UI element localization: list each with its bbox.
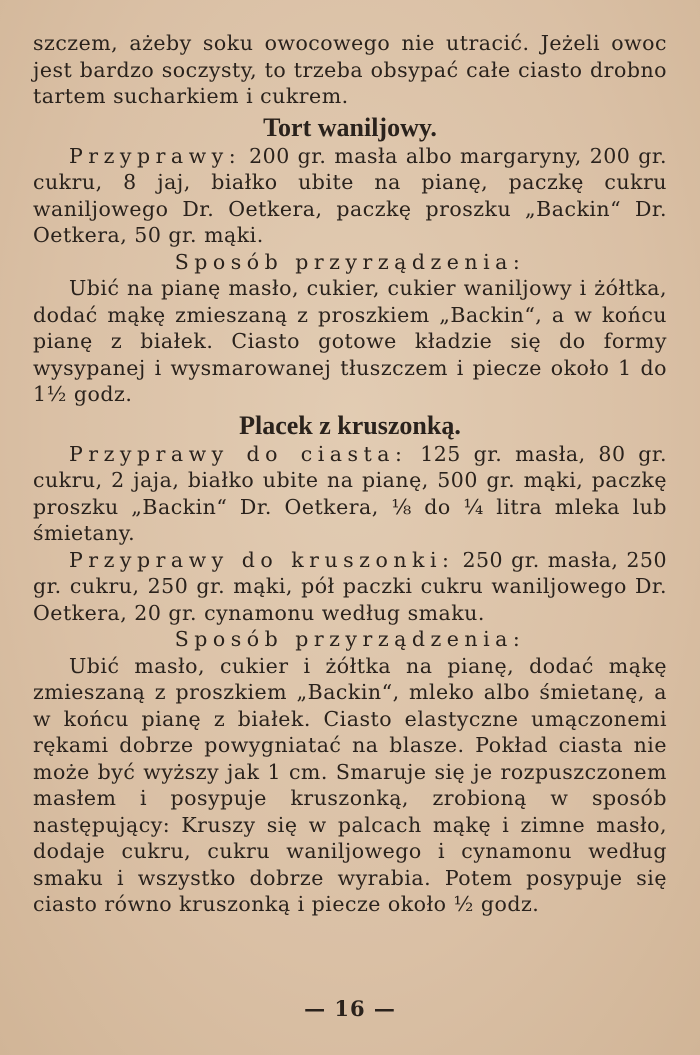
method-label-tort: Sposób przyrządzenia: — [174, 249, 526, 274]
method-placek: Ubić masło, cukier i żółtka na pianę, dodać mąkę zmieszaną z proszkiem „Backin“, mleko albo śmietanę, a w końcu pianę z białek. Ciasto elastyczne umączonemi rękami dobrze powygniatać na blasze. Pokład ciasta nie może być wyższy jak 1 cm. Smaruje się je rozpuszczonem masłem i posypuje kruszonką, zrobioną w sposób następujący: Kruszy się w palcach mąkę i zimne masło, dodaje cukru, cukru waniljowego i cynamonu według smaku i wszystko dobrze wyrabia. Potem posypuje się ciasto równo kruszonką i piecze około ½ godz. — [33, 653, 667, 916]
crumble-text: 250 gr. masła, 250 gr. cukru, 250 gr. mąki, pół paczki cukru waniljowego Dr. Oetkera, 20 gr. cynamonu według smaku. — [33, 547, 667, 625]
recipe-title-placek: Placek z kruszonką. — [239, 410, 461, 440]
ingredients-dough — [33, 441, 667, 547]
ingredients-text: 200 gr. masła albo margaryny, 200 gr. cukru, 8 jaj, białko ubite na pianę, paczkę cukru waniljowego Dr. Oetkera, paczkę proszku „Backin“ Dr. Oetkera, 50 gr. mąki. — [33, 143, 667, 247]
method-tort: Ubić na pianę masło, cukier, cukier waniljowy i żółtka, dodać mąkę zmieszaną z proszkiem „Backin“, a w końcu pianę z białek. Ciasto gotowe kładzie się do formy wysypanej i wysmarowanej tłuszczem i piecze około 1 do 1½ godz. — [33, 276, 667, 406]
intro-paragraph: szczem, ażeby soku owocowego nie utracić. Jeżeli owoc jest bardzo soczysty, to trzeba obsypać całe ciasto drobno tartem sucharkiem i cukrem. — [33, 31, 667, 108]
ingredients-label: Przyprawy: — [69, 143, 242, 168]
dough-label: Przyprawy do ciasta: — [69, 441, 408, 466]
dough-text: 125 gr. masła, 80 gr. cukru, 2 jaja, białko ubite na pianę, 500 gr. mąki, paczkę proszku „Backin“ Dr. Oetkera, ⅛ do ¼ litra mleka lub śmietany. — [33, 441, 667, 545]
method-label-placek: Sposób przyrządzenia: — [174, 627, 526, 651]
recipe-title-tort: Tort waniljowy. — [263, 112, 437, 142]
ingredients-tort — [33, 143, 667, 249]
page-number: — 16 — — [304, 996, 396, 1021]
crumble-label: Przyprawy do kruszonki: — [69, 547, 455, 572]
ingredients-crumble — [33, 547, 667, 627]
